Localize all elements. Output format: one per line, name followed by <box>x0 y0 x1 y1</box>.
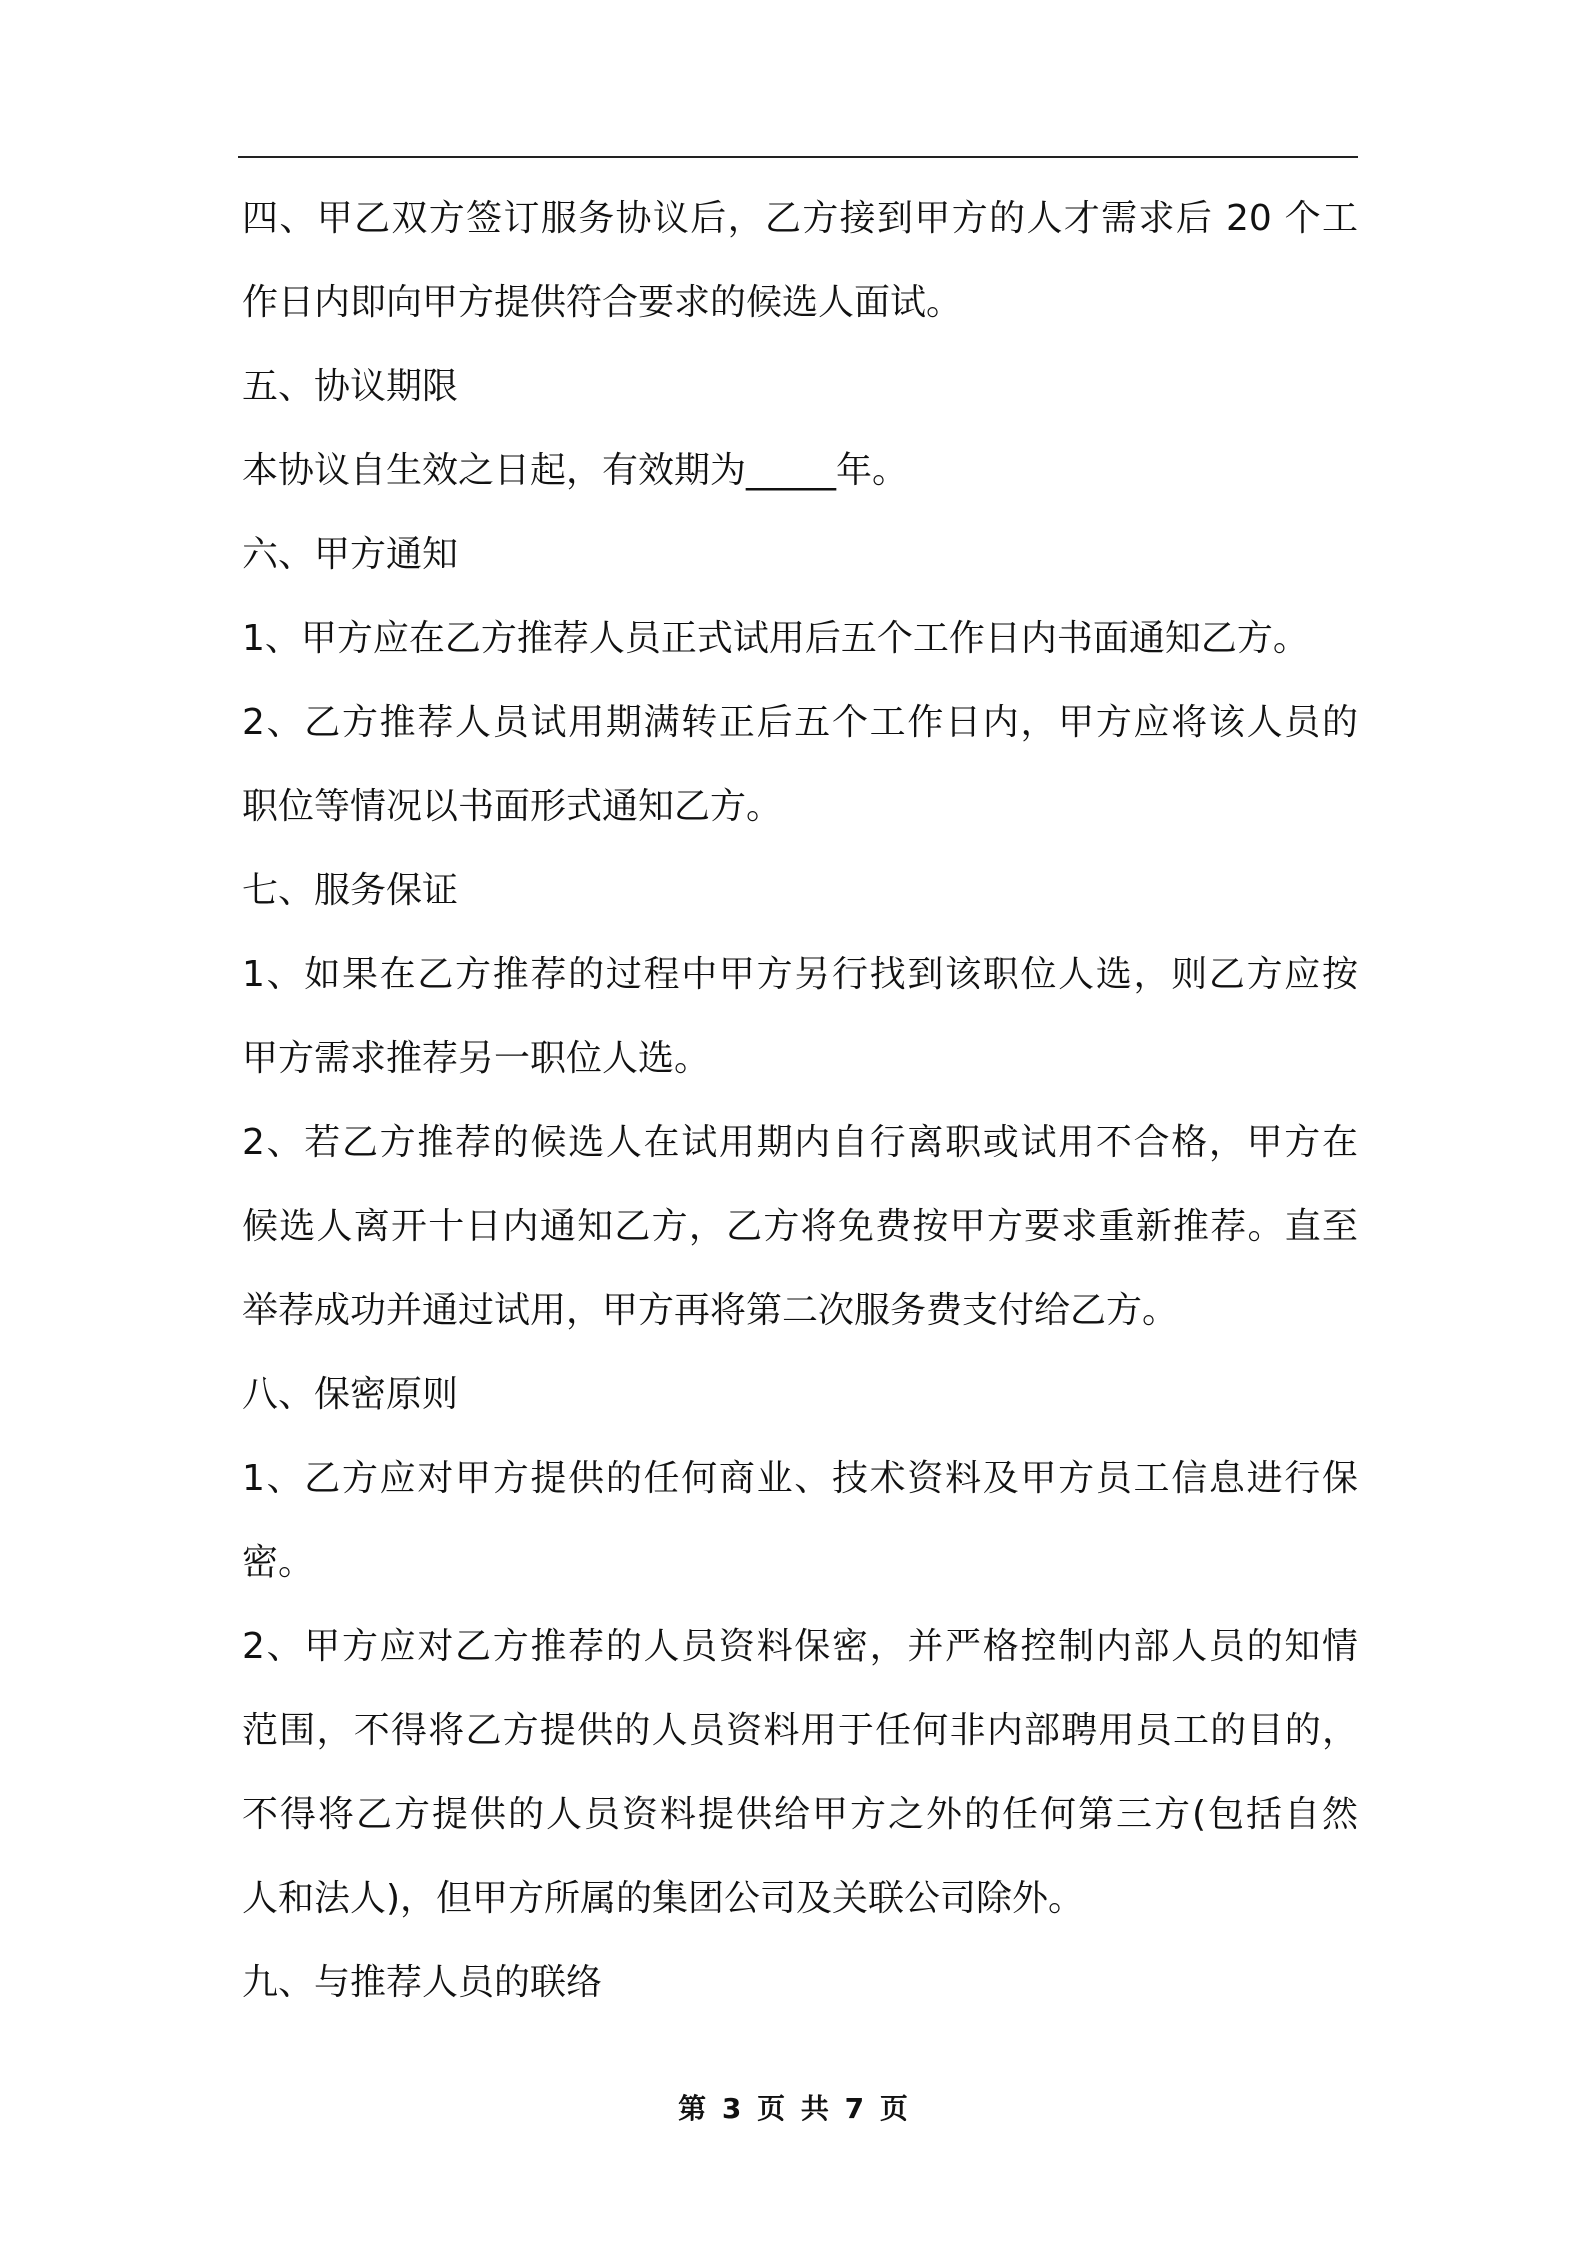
clause-4-line-2: 作日内即向甲方提供符合要求的候选人面试。 <box>242 282 963 323</box>
notice-item-2-line-1: 2、乙方推荐人员试用期满转正后五个工作日内，甲方应将该人员的 <box>242 702 1358 743</box>
confidentiality-item-2-line-1: 2、甲方应对乙方推荐的人员资料保密，并严格控制内部人员的知情 <box>242 1626 1358 1667</box>
confidentiality-item-1-line-1: 1、乙方应对甲方提供的任何商业、技术资料及甲方员工信息进行保 <box>242 1458 1358 1499</box>
confidentiality-item-1-line-2: 密。 <box>242 1542 315 1583</box>
guarantee-item-1-line-1: 1、如果在乙方推荐的过程中甲方另行找到该职位人选，则乙方应按 <box>242 954 1358 995</box>
confidentiality-item-2-line-4: 人和法人)，但甲方所属的集团公司及关联公司除外。 <box>242 1878 1085 1919</box>
document-body <box>242 198 1358 2046</box>
guarantee-item-2-line-1: 2、若乙方推荐的候选人在试用期内自行离职或试用不合格，甲方在 <box>242 1122 1358 1163</box>
clause-4-line-1: 四、甲乙双方签订服务协议后，乙方接到甲方的人才需求后 20 个工 <box>242 198 1358 239</box>
section-heading-guarantee: 七、服务保证 <box>242 870 459 911</box>
guarantee-item-2-line-2: 候选人离开十日内通知乙方，乙方将免费按甲方要求重新推荐。直至 <box>242 1206 1358 1247</box>
section-heading-term: 五、协议期限 <box>242 366 459 407</box>
section-heading-confidentiality: 八、保密原则 <box>242 1374 459 1415</box>
confidentiality-item-2-line-2: 范围，不得将乙方提供的人员资料用于任何非内部聘用员工的目的， <box>242 1710 1358 1751</box>
guarantee-item-2-line-3: 举荐成功并通过试用，甲方再将第二次服务费支付给乙方。 <box>242 1290 1179 1331</box>
section-heading-contact: 九、与推荐人员的联络 <box>242 1962 603 2003</box>
section-heading-notice: 六、甲方通知 <box>242 534 459 575</box>
page-number: 第 3 页 共 7 页 <box>678 2092 908 2125</box>
guarantee-item-1-line-2: 甲方需求推荐另一职位人选。 <box>242 1038 711 1079</box>
notice-item-2-line-2: 职位等情况以书面形式通知乙方。 <box>242 786 783 827</box>
notice-item-1: 1、甲方应在乙方推荐人员正式试用后五个工作日内书面通知乙方。 <box>242 618 1309 659</box>
term-paragraph: 本协议自生效之日起，有效期为_____年。 <box>242 450 909 491</box>
confidentiality-item-2-line-3: 不得将乙方提供的人员资料提供给甲方之外的任何第三方(包括自然 <box>242 1794 1358 1835</box>
header-divider <box>238 156 1358 158</box>
